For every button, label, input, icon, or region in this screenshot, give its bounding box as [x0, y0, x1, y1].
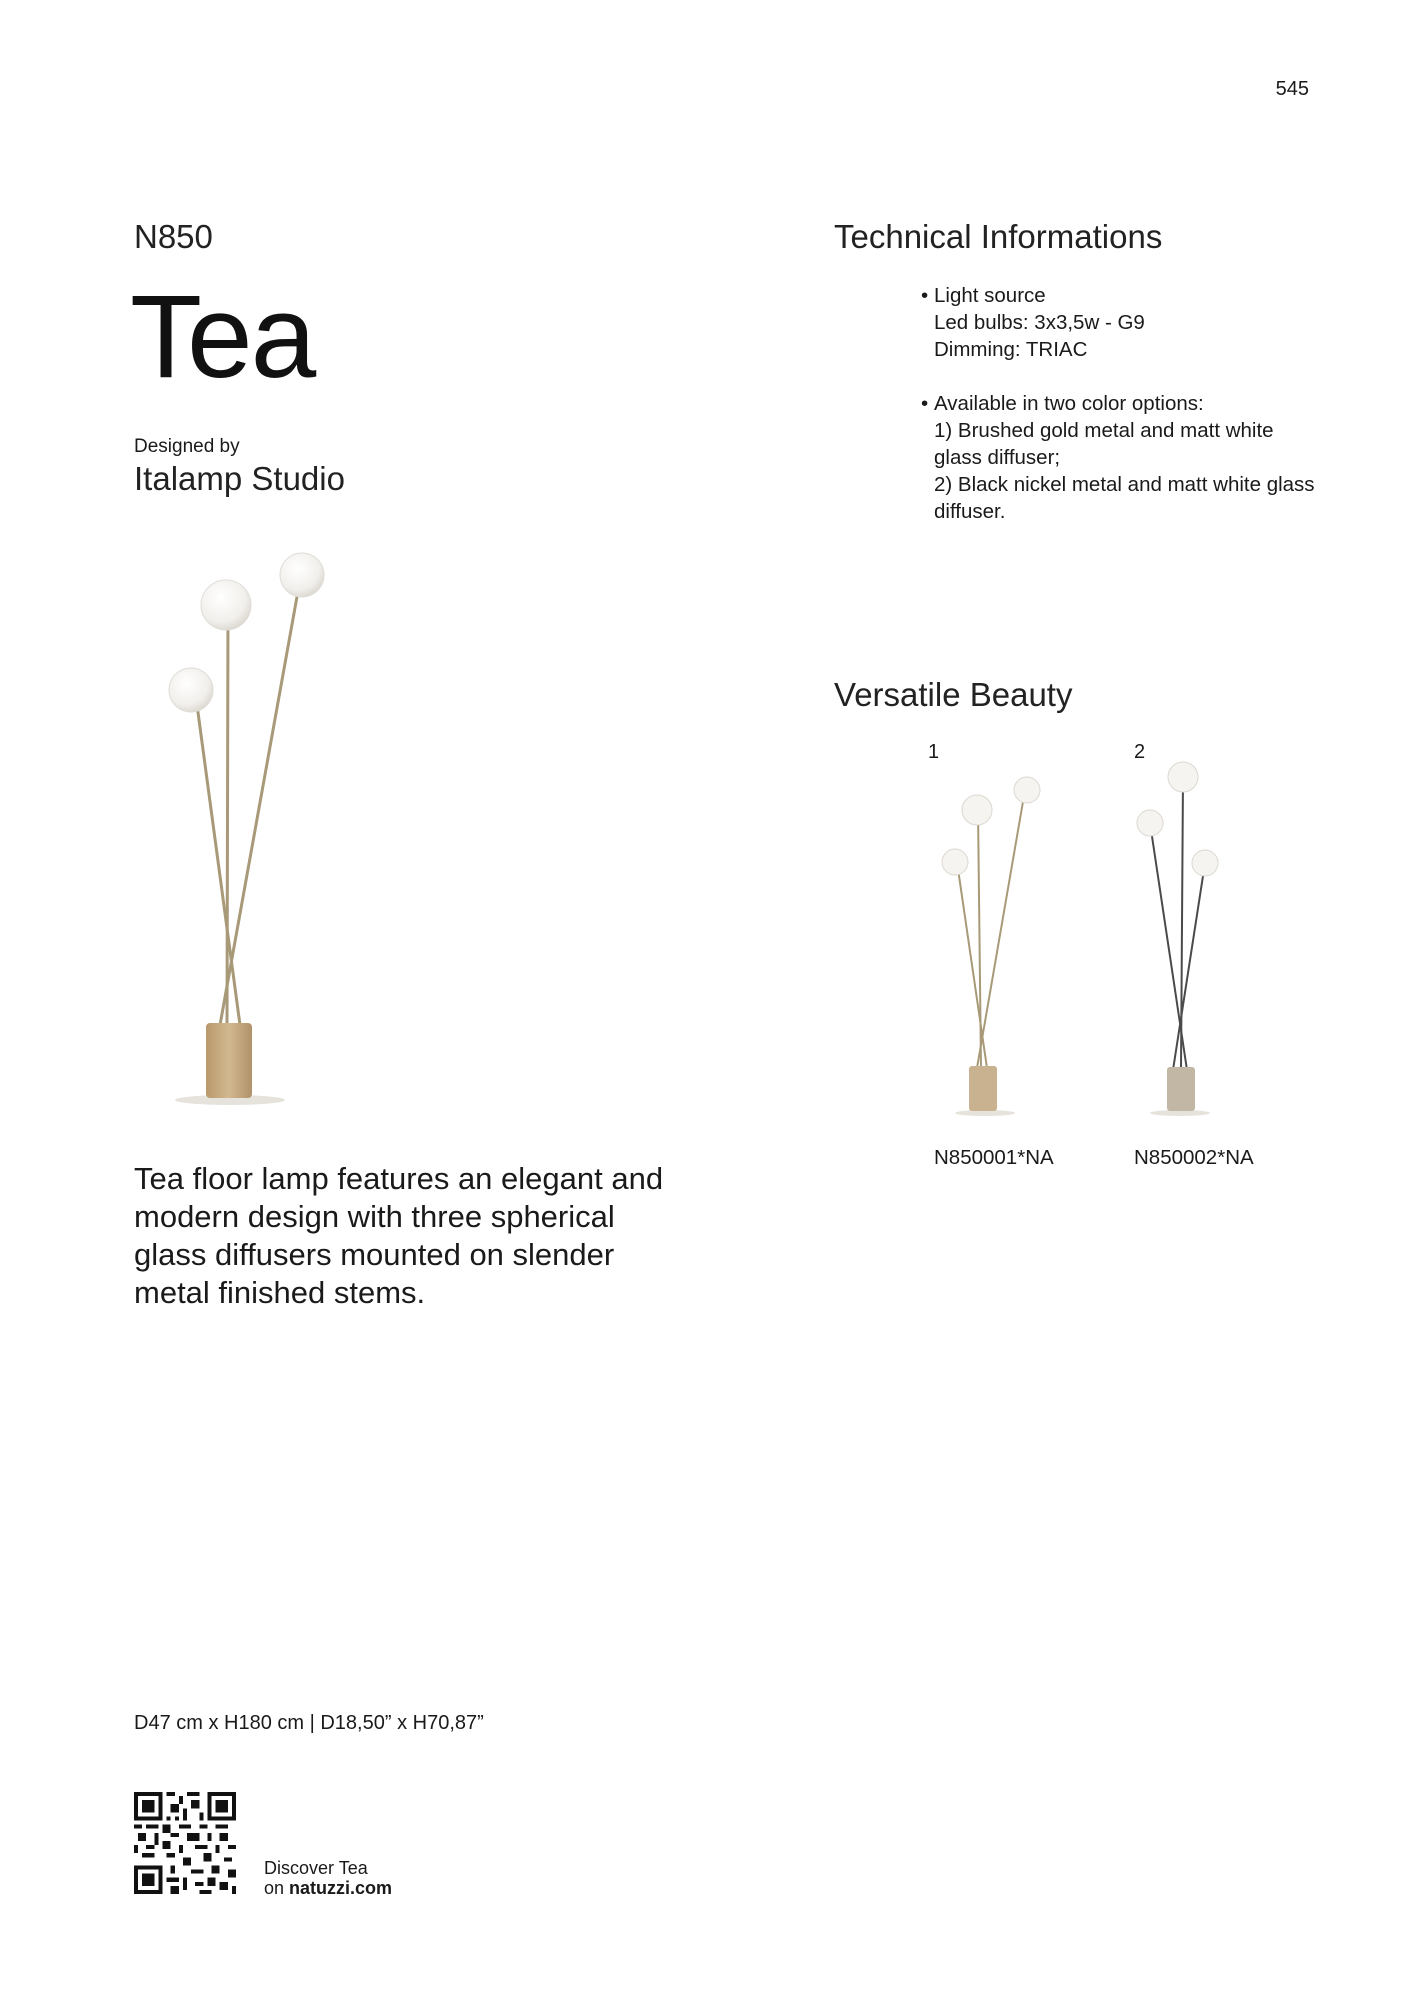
variant-2-stem [1181, 777, 1183, 1070]
product-code: N850 [134, 218, 213, 255]
variant-1-globe [962, 795, 992, 825]
main-lamp-globe-1 [169, 668, 213, 712]
variant-2-base [1167, 1067, 1195, 1111]
variant-number: 2 [1134, 741, 1146, 763]
designed-by-label: Designed by [134, 436, 240, 457]
product-title: Tea [130, 271, 315, 403]
variant-2-globe [1137, 810, 1163, 836]
website-link[interactable]: natuzzi.com [289, 1878, 393, 1898]
variant-1-base [969, 1066, 997, 1111]
variant-2-globe [1168, 762, 1198, 792]
page-number: 545 [1275, 78, 1309, 100]
variant-code: N850002*NA [1134, 1146, 1254, 1169]
variant-2-stem [1173, 863, 1205, 1070]
main-lamp-globe-2 [201, 580, 251, 630]
main-lamp-stem-1 [195, 690, 240, 1025]
variant-number: 1 [928, 741, 940, 763]
main-lamp-base [206, 1023, 252, 1098]
tech-bullet-color-options [921, 390, 1324, 525]
main-lamp-stem-3 [220, 580, 300, 1025]
product-dimensions: D47 cm x H180 cm | D18,50” x H70,87” [134, 1712, 484, 1734]
variant-1-globe [1014, 777, 1040, 803]
product-description: Tea floor lamp features an elegant and modern design with three spherical glass diffusers mounted on slender metal finished stems. [134, 1161, 664, 1310]
variant-1-lamp-image [935, 770, 1055, 1120]
bullet-line: Light source [934, 284, 1046, 307]
bullet-line: Led bulbs: 3x3,5w - G9 [934, 311, 1145, 334]
variant-code: N850001*NA [934, 1146, 1054, 1169]
main-lamp-globe-3 [280, 553, 324, 597]
designer-name: Italamp Studio [134, 460, 345, 497]
versatile-heading: Versatile Beauty [834, 676, 1073, 713]
tech-bullet-light-source [921, 282, 1324, 363]
variant-2-globe [1192, 850, 1218, 876]
bullet-line: 2) Black nickel metal and matt white glass diffuser. [934, 473, 1315, 523]
discover-line-2 [264, 1878, 392, 1898]
bullet-line: Dimming: TRIAC [934, 338, 1088, 361]
bullet-line: 1) Brushed gold metal and matt white glass diffuser; [934, 419, 1274, 469]
variant-2-lamp-image [1125, 755, 1245, 1120]
main-lamp-image [150, 535, 350, 1110]
bullet-dot: • [921, 392, 929, 415]
bullet-dot: • [921, 284, 929, 307]
qr-code[interactable] [134, 1792, 236, 1894]
technical-heading: Technical Informations [834, 218, 1163, 255]
variant-1-globe [942, 849, 968, 875]
variant-1-stem [978, 810, 981, 1068]
main-lamp-stem-2 [227, 605, 228, 1025]
bullet-line: Available in two color options: [934, 392, 1204, 415]
discover-line: Discover Tea [264, 1858, 368, 1878]
variant-1-stem [977, 790, 1025, 1068]
discover-link-block[interactable] [264, 1858, 392, 1898]
discover-prefix: on [264, 1878, 290, 1898]
